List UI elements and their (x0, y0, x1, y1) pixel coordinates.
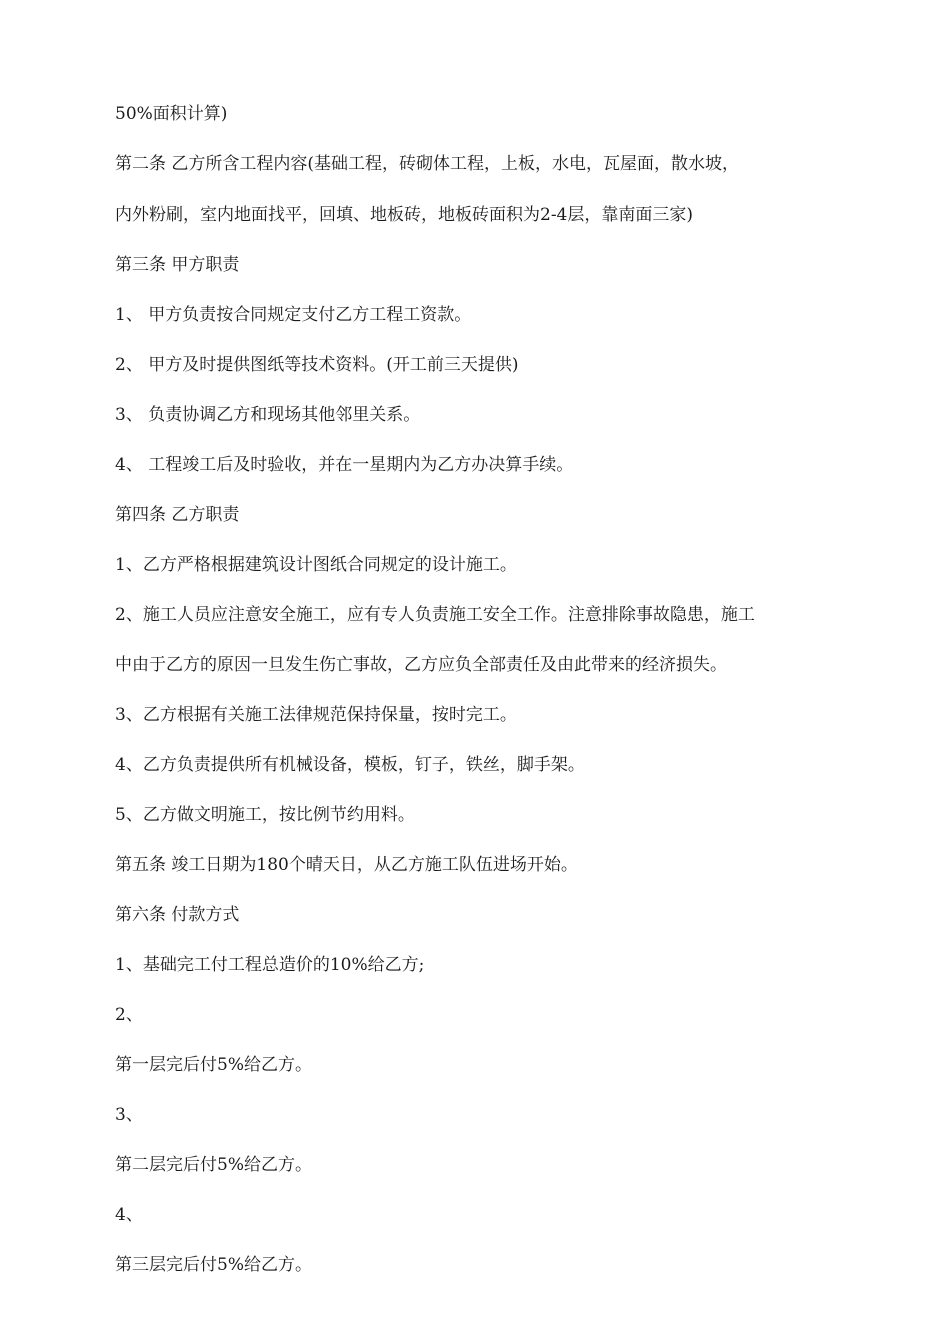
list-item: 1、乙方严格根据建筑设计图纸合同规定的设计施工。 (115, 555, 517, 575)
text-line: 50%面积计算) (115, 104, 228, 124)
list-item: 1、基础完工付工程总造价的10%给乙方; (115, 955, 425, 975)
list-item: 1、 甲方负责按合同规定支付乙方工程工资款。 (115, 305, 472, 325)
list-item: 4、 工程竣工后及时验收，并在一星期内为乙方办决算手续。 (115, 455, 574, 475)
article-3-heading: 第三条 甲方职责 (115, 255, 240, 275)
list-item: 3、 负责协调乙方和现场其他邻里关系。 (115, 405, 421, 425)
text-line: 中由于乙方的原因一旦发生伤亡事故，乙方应负全部责任及由此带来的经济损失。 (115, 655, 727, 675)
list-item-number: 4、 (115, 1205, 143, 1225)
article-2-line: 第二条 乙方所含工程内容(基础工程，砖砌体工程，上板，水电，瓦屋面，散水坡， (115, 154, 740, 174)
text-line: 内外粉刷，室内地面找平，回填、地板砖，地板砖面积为2-4层，靠南面三家) (115, 205, 694, 225)
list-item-number: 2、 (115, 1005, 143, 1025)
list-item: 2、 甲方及时提供图纸等技术资料。(开工前三天提供) (115, 355, 519, 375)
list-item: 5、乙方做文明施工，按比例节约用料。 (115, 805, 415, 825)
article-4-heading: 第四条 乙方职责 (115, 505, 240, 525)
list-item: 4、乙方负责提供所有机械设备，模板，钉子，铁丝，脚手架。 (115, 755, 585, 775)
list-item: 2、施工人员应注意安全施工，应有专人负责施工安全工作。注意排除事故隐患，施工 (115, 605, 755, 625)
text-line: 第一层完后付5%给乙方。 (115, 1055, 312, 1075)
text-line: 第三层完后付5%给乙方。 (115, 1255, 312, 1275)
list-item: 3、乙方根据有关施工法律规范保持保量，按时完工。 (115, 705, 517, 725)
article-5-line: 第五条 竣工日期为180个晴天日，从乙方施工队伍进场开始。 (115, 855, 578, 875)
list-item-number: 3、 (115, 1105, 143, 1125)
text-line: 第二层完后付5%给乙方。 (115, 1155, 312, 1175)
article-6-heading: 第六条 付款方式 (115, 905, 240, 925)
